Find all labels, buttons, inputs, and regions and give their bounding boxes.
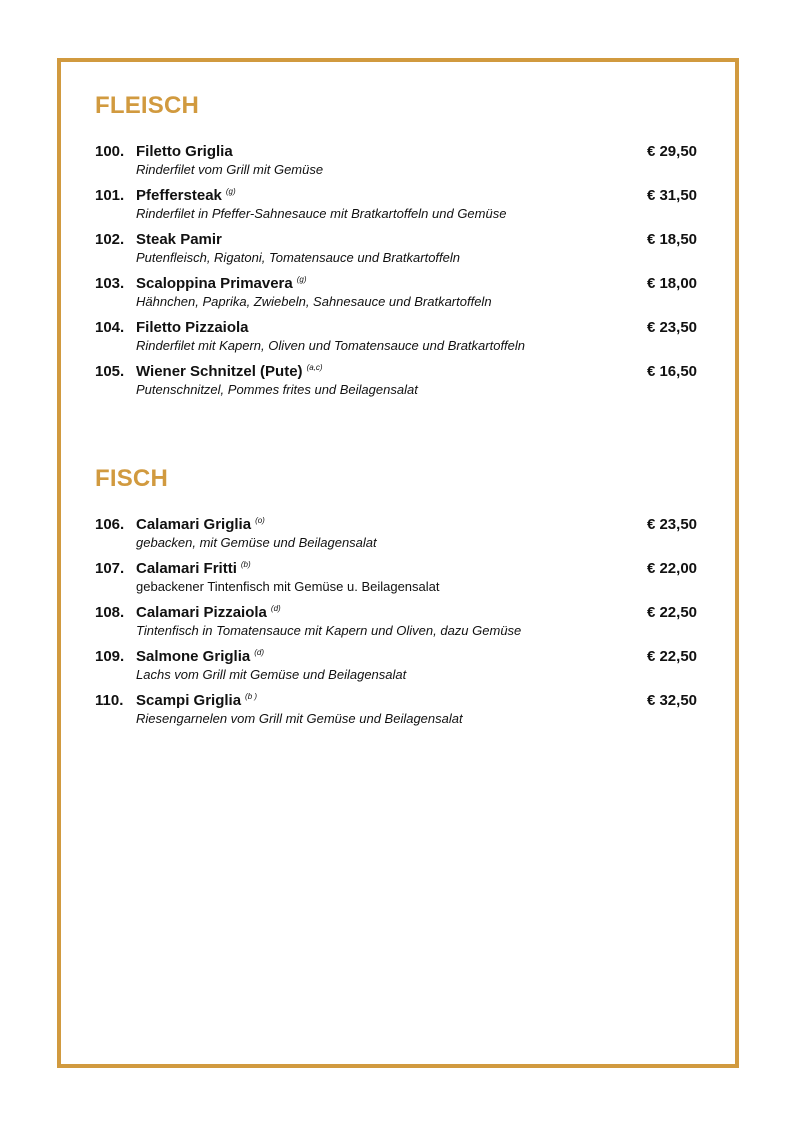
item-allergen: (o): [255, 516, 265, 525]
item-number: 105.: [95, 363, 125, 380]
item-allergen: (g): [225, 187, 236, 196]
section-title-fisch: FISCH: [95, 465, 168, 492]
item-price: € 18,50: [646, 231, 697, 248]
item-description: Rinderfilet vom Grill mit Gemüse: [136, 162, 324, 177]
menu-item: [95, 362, 697, 406]
item-allergen: (a,c): [306, 363, 323, 372]
item-description: gebackener Tintenfisch mit Gemüse u. Beilagensalat: [136, 579, 440, 594]
item-allergen: (d): [270, 604, 281, 613]
item-number: 103.: [95, 275, 125, 292]
item-name: Calamari Griglia: [136, 516, 252, 533]
menu-item: [95, 647, 697, 691]
item-name: Salmone Griglia: [136, 648, 251, 665]
item-number: 101.: [95, 187, 125, 204]
menu-item: [95, 230, 697, 274]
item-name: Calamari Fritti: [136, 560, 237, 577]
item-price: € 22,50: [646, 648, 697, 665]
item-number: 107.: [95, 560, 125, 577]
item-number: 110.: [95, 692, 124, 709]
item-name: Steak Pamir: [136, 231, 222, 248]
item-name: Pfeffersteak: [136, 187, 222, 204]
item-name: Scaloppina Primavera: [136, 275, 293, 292]
section-fleisch: [95, 92, 697, 397]
item-number: 108.: [95, 604, 125, 621]
item-allergen: (b): [240, 560, 251, 569]
item-description: Putenfleisch, Rigatoni, Tomatensauce und Bratkartoffeln: [136, 250, 460, 265]
item-price: € 22,50: [646, 604, 697, 621]
item-list-fleisch: [95, 142, 697, 406]
item-number: 100.: [95, 143, 125, 160]
item-allergen: (b ): [245, 692, 258, 701]
item-price: € 23,50: [646, 319, 697, 336]
menu-item: [95, 515, 697, 559]
menu-item: [95, 603, 697, 647]
item-list-fisch: [95, 515, 697, 735]
item-number: 104.: [95, 319, 125, 336]
item-price: € 29,50: [646, 143, 697, 160]
item-number: 106.: [95, 516, 125, 533]
menu-item: [95, 691, 697, 735]
section-fisch: [95, 465, 697, 726]
menu-item: [95, 559, 697, 603]
menu-item: [95, 186, 697, 230]
item-description: Lachs vom Grill mit Gemüse und Beilagensalat: [136, 667, 407, 682]
item-name: Calamari Pizzaiola: [136, 604, 267, 621]
item-description: Tintenfisch in Tomatensauce mit Kapern und Oliven, dazu Gemüse: [136, 623, 522, 638]
item-price: € 18,00: [646, 275, 697, 292]
item-allergen: (g): [296, 275, 307, 284]
item-number: 109.: [95, 648, 125, 665]
item-description: Riesengarnelen vom Grill mit Gemüse und Beilagensalat: [136, 711, 463, 726]
item-name: Filetto Griglia: [136, 143, 233, 160]
menu-item: [95, 274, 697, 318]
item-description: Rinderfilet mit Kapern, Oliven und Tomatensauce und Bratkartoffeln: [136, 338, 526, 353]
section-title-fleisch: FLEISCH: [95, 92, 200, 119]
item-description: Rinderfilet in Pfeffer-Sahnesauce mit Bratkartoffeln und Gemüse: [136, 206, 507, 221]
item-name: Scampi Griglia: [136, 692, 242, 709]
item-price: € 31,50: [646, 187, 697, 204]
item-description: Putenschnitzel, Pommes frites und Beilagensalat: [136, 382, 418, 397]
item-price: € 23,50: [646, 516, 697, 533]
item-price: € 16,50: [646, 363, 697, 380]
item-price: € 32,50: [646, 692, 697, 709]
menu-item: [95, 318, 697, 362]
item-name: Wiener Schnitzel (Pute): [136, 363, 303, 380]
item-name: Filetto Pizzaiola: [136, 319, 249, 336]
menu-item: [95, 142, 697, 186]
item-price: € 22,00: [646, 560, 697, 577]
item-description: Hähnchen, Paprika, Zwiebeln, Sahnesauce und Bratkartoffeln: [136, 294, 492, 309]
item-number: 102.: [95, 231, 125, 248]
item-description: gebacken, mit Gemüse und Beilagensalat: [136, 535, 377, 550]
item-allergen: (d): [254, 648, 264, 657]
